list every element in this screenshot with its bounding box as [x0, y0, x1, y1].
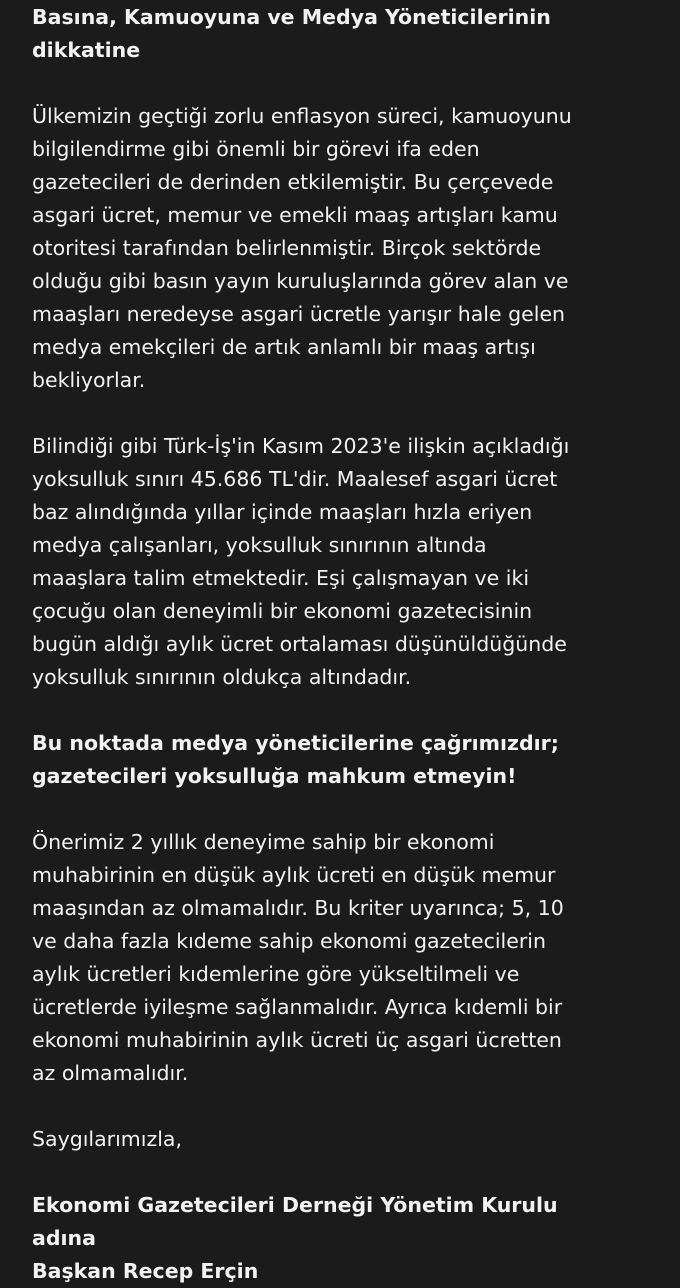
paragraph-gap: [32, 1156, 648, 1189]
text-line: baz alındığında yıllar içinde maaşları hızla eriyen: [32, 500, 533, 524]
text-line: muhabirinin en düşük aylık ücreti en düşük memur: [32, 863, 556, 887]
paragraph-gap: [32, 793, 648, 826]
document-title: [32, 0, 648, 67]
text-line: aylık ücretleri kıdemlerine göre yükseltilmeli ve: [32, 962, 520, 986]
text-line: medya emekçileri de artık anlamlı bir maaş artışı: [32, 335, 536, 359]
signature-line: Ekonomi Gazetecileri Derneği Yönetim Kurulu: [32, 1193, 558, 1217]
signature-line: adına: [32, 1226, 96, 1250]
text-line: Bilindiği gibi Türk-İş'in Kasım 2023'e ilişkin açıkladığı: [32, 434, 570, 458]
paragraph-gap: [32, 694, 648, 727]
text-line: ekonomi muhabirinin aylık ücreti üç asgari ücretten: [32, 1028, 562, 1052]
text-line: gazetecileri yoksulluğa mahkum etmeyin!: [32, 764, 517, 788]
text-line: asgari ücret, memur ve emekli maaş artışları kamu: [32, 203, 558, 227]
text-line: yoksulluk sınırının oldukça altındadır.: [32, 665, 412, 689]
text-line: yoksulluk sınırı 45.686 TL'dir. Maalesef asgari ücret: [32, 467, 558, 491]
title-line: dikkatine: [32, 38, 141, 62]
text-line: az olmamalıdır.: [32, 1061, 189, 1085]
text-line: bilgilendirme gibi önemli bir görevi ifa eden: [32, 137, 480, 161]
paragraph-proposal: [32, 826, 648, 1090]
text-line: gazetecileri de derinden etkilemiştir. Bu çerçevede: [32, 170, 554, 194]
text-line: maaşları neredeyse asgari ücretle yarışır hale gelen: [32, 302, 566, 326]
salutation-line: Saygılarımızla,: [32, 1127, 182, 1151]
salutation: [32, 1123, 648, 1156]
text-line: çocuğu olan deneyimli bir ekonomi gazetecisinin: [32, 599, 533, 623]
text-line: medya çalışanları, yoksulluk sınırının altında: [32, 533, 487, 557]
text-line: maaşından az olmamalıdır. Bu kriter uyarınca; 5, 10: [32, 896, 564, 920]
text-line: otoritesi tarafından belirlenmiştir. Birçok sektörde: [32, 236, 542, 260]
text-line: bekliyorlar.: [32, 368, 146, 392]
paragraph-inflation: [32, 100, 648, 397]
text-line: ücretlerde iyileşme sağlanmalıdır. Ayrıca kıdemli bir: [32, 995, 563, 1019]
signature-line: Başkan Recep Erçin: [32, 1259, 259, 1283]
paragraph-poverty-line: [32, 430, 648, 694]
text-line: bugün aldığı aylık ücret ortalaması düşünüldüğünde: [32, 632, 567, 656]
paragraph-gap: [32, 397, 648, 430]
paragraph-gap: [32, 1090, 648, 1123]
text-line: Önerimiz 2 yıllık deneyime sahip bir ekonomi: [32, 830, 495, 854]
text-line: ve daha fazla kıdeme sahip ekonomi gazetecilerin: [32, 929, 546, 953]
text-line: olduğu gibi basın yayın kuruluşlarında görev alan ve: [32, 269, 569, 293]
signature: [32, 1189, 648, 1288]
text-line: maaşlara talim etmektedir. Eşi çalışmayan ve iki: [32, 566, 530, 590]
text-line: Bu noktada medya yöneticilerine çağrımızdır;: [32, 731, 559, 755]
paragraph-gap: [32, 67, 648, 100]
paragraph-call-to-action: [32, 727, 648, 793]
title-line: Basına, Kamuoyuna ve Medya Yöneticilerinin: [32, 5, 551, 29]
text-line: Ülkemizin geçtiği zorlu enflasyon süreci, kamuoyunu: [32, 104, 572, 128]
